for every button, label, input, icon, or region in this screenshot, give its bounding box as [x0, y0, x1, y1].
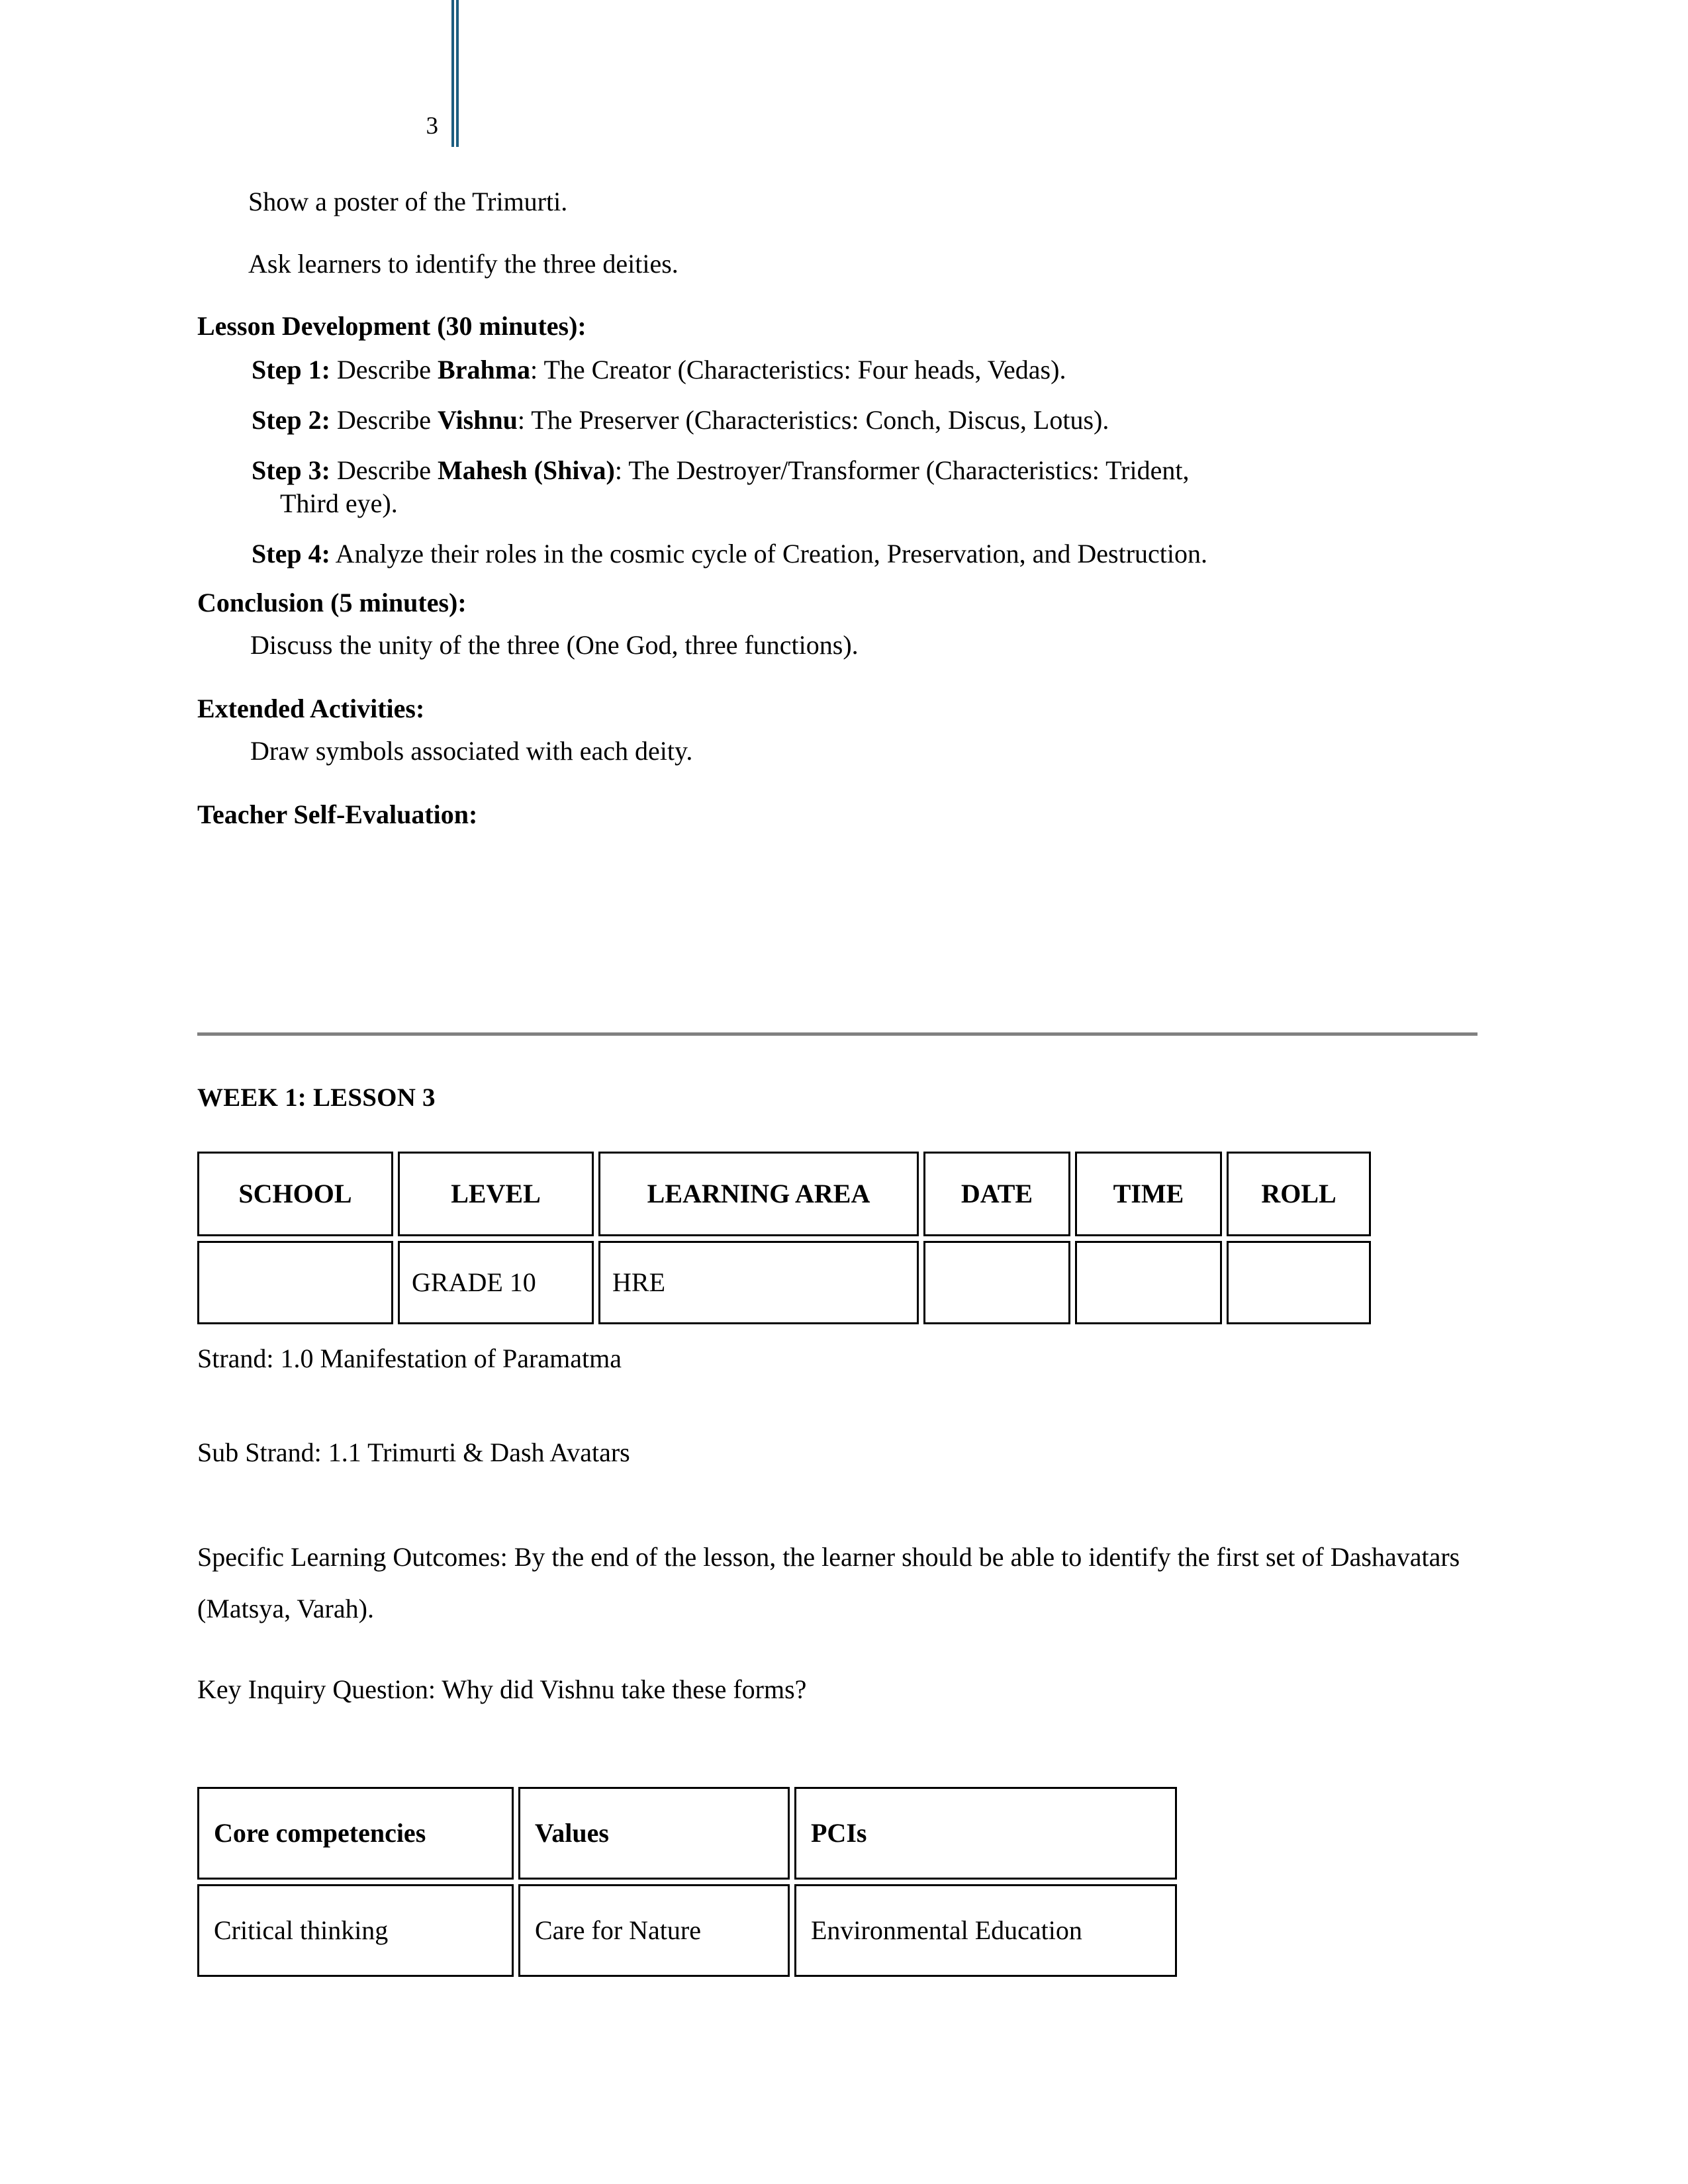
- table-row: [197, 1241, 1371, 1324]
- step-text-before-4: Analyze their roles in the cosmic cycle of Creation, Preservation, and Destruction.: [330, 539, 1208, 569]
- strand-details: [197, 1343, 1477, 1705]
- specific-learning-outcomes: Specific Learning Outcomes: By the end of the lesson, the learner should be able to identify the first set of Dashavatars (Matsya, Varah).: [197, 1542, 1460, 1623]
- table-cell-pcis[interactable]: [794, 1884, 1177, 1977]
- header-label-pcis: PCIs: [811, 1818, 867, 1848]
- extended-activities-heading: Extended Activities:: [197, 694, 425, 723]
- table-cell-values[interactable]: [518, 1884, 790, 1977]
- table-cell-learning-area[interactable]: [598, 1241, 919, 1324]
- section-divider: [197, 1032, 1477, 1036]
- table-cell-core-competencies[interactable]: [197, 1884, 514, 1977]
- table-cell-level[interactable]: [398, 1241, 594, 1324]
- table-cell-date[interactable]: [923, 1241, 1070, 1324]
- page-number: 3: [426, 113, 438, 140]
- table-row: [197, 1884, 1177, 1977]
- competency-values-table: [197, 1787, 1177, 1977]
- step-item-3: [197, 454, 1476, 520]
- week-lesson-heading: WEEK 1: LESSON 3: [197, 1083, 436, 1112]
- lesson-info-table: [197, 1152, 1371, 1324]
- table-header-cell-level: [398, 1152, 594, 1236]
- value-learning-area: HRE: [612, 1267, 665, 1297]
- conclusion-heading: Conclusion (5 minutes):: [197, 588, 467, 617]
- table-header-cell-values: [518, 1787, 790, 1880]
- step-emphasis-1: Brahma: [438, 355, 531, 385]
- table-header-cell-learning-area: [598, 1152, 919, 1236]
- intro-line-2: Ask learners to identify the three deities.: [248, 249, 679, 279]
- table-cell-time[interactable]: [1075, 1241, 1222, 1324]
- table-header-cell-date: [923, 1152, 1070, 1236]
- table-header-cell-pcis: [794, 1787, 1177, 1880]
- header-label-roll: ROLL: [1261, 1179, 1336, 1208]
- step-item-1: [197, 353, 1476, 387]
- key-inquiry-question: Key Inquiry Question: Why did Vishnu take these forms?: [197, 1674, 807, 1704]
- value-level: GRADE 10: [412, 1267, 536, 1297]
- table-cell-roll[interactable]: [1227, 1241, 1371, 1324]
- table-header-row: [197, 1152, 1371, 1236]
- step-text-after-2: : The Preserver (Characteristics: Conch, Discus, Lotus).: [517, 405, 1109, 435]
- header-label-learning-area: LEARNING AREA: [647, 1179, 870, 1208]
- header-label-values: Values: [535, 1818, 609, 1848]
- table-header-cell-core-competencies: [197, 1787, 514, 1880]
- table-header-cell-school: [197, 1152, 393, 1236]
- table-header-row: [197, 1787, 1177, 1880]
- step-emphasis-3: Mahesh (Shiva): [438, 455, 615, 485]
- step-item-4: [197, 537, 1476, 570]
- header-label-school: SCHOOL: [238, 1179, 352, 1208]
- lesson-body: [197, 187, 1476, 846]
- sub-strand-line: Sub Strand: 1.1 Trimurti & Dash Avatars: [197, 1437, 630, 1467]
- step-text-before-2: Describe: [330, 405, 438, 435]
- step-text-before-3: Describe: [330, 455, 438, 485]
- step-text-after-3: : The Destroyer/Transformer (Characteristics: Trident,: [614, 455, 1190, 485]
- header-label-level: LEVEL: [451, 1179, 541, 1208]
- table-header-cell-roll: [1227, 1152, 1371, 1236]
- step-text-after-1: : The Creator (Characteristics: Four heads, Vedas).: [530, 355, 1066, 385]
- value-pcis: Environmental Education: [811, 1915, 1082, 1945]
- conclusion-text: Discuss the unity of the three (One God, three functions).: [250, 630, 859, 660]
- table-cell-school[interactable]: [197, 1241, 393, 1324]
- extended-activities-text: Draw symbols associated with each deity.: [250, 736, 693, 766]
- intro-line-1: Show a poster of the Trimurti.: [248, 187, 568, 216]
- header-label-date: DATE: [961, 1179, 1033, 1208]
- step-item-2: [197, 404, 1476, 437]
- header-label-core-competencies: Core competencies: [214, 1818, 426, 1848]
- step-label-3: Step 3:: [252, 455, 330, 485]
- step-label-4: Step 4:: [252, 539, 330, 569]
- header-label-time: TIME: [1113, 1179, 1184, 1208]
- lesson-development-heading: Lesson Development (30 minutes):: [197, 311, 586, 341]
- strand-line: Strand: 1.0 Manifestation of Paramatma: [197, 1343, 622, 1373]
- step-text-before-1: Describe: [330, 355, 438, 385]
- teacher-self-evaluation-heading: Teacher Self-Evaluation:: [197, 799, 478, 829]
- step-label-1: Step 1:: [252, 355, 330, 385]
- step-label-2: Step 2:: [252, 405, 330, 435]
- header-accent-rule: [451, 0, 461, 147]
- step-continuation-3: Third eye).: [280, 488, 398, 518]
- step-emphasis-2: Vishnu: [438, 405, 518, 435]
- table-header-cell-time: [1075, 1152, 1222, 1236]
- value-values: Care for Nature: [535, 1915, 701, 1945]
- value-core-competencies: Critical thinking: [214, 1915, 389, 1945]
